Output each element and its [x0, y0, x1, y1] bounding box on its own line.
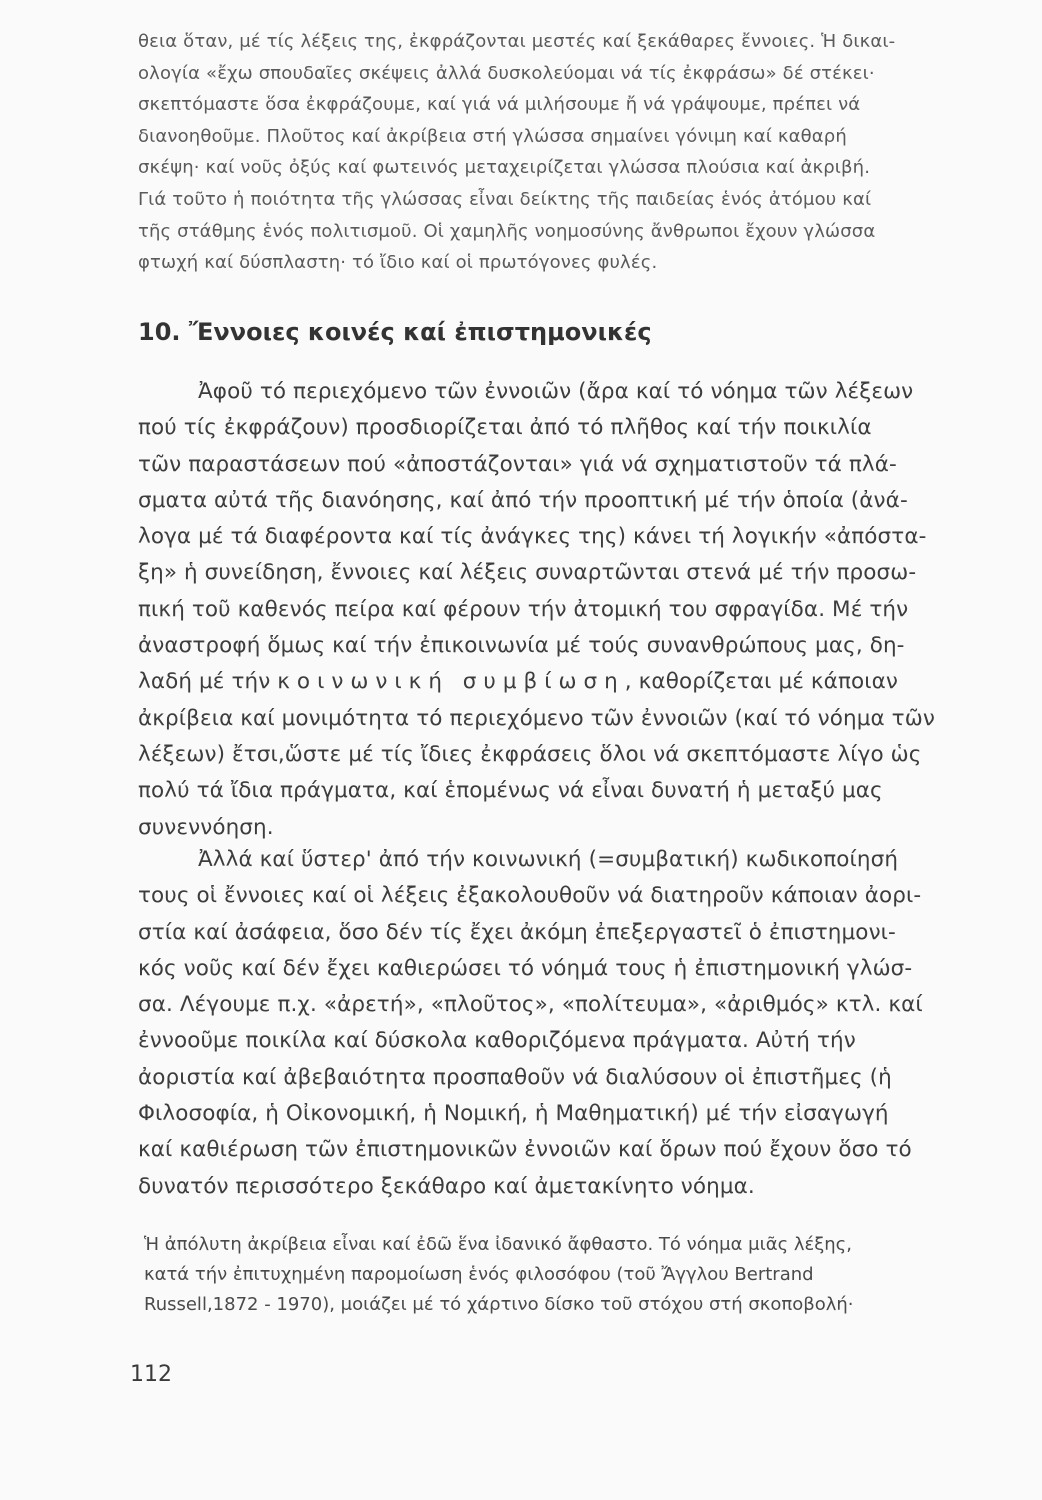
- text-line: Ἀλλά καί ὕστερ' ἀπό τήν κοινωνική (=συμβατική) κωδικοποίησή: [198, 847, 899, 872]
- text-line: κός νοῦς καί δέν ἔχει καθιερώσει τό νόημά τους ἡ ἐπιστημονική γλώσ-: [138, 955, 913, 981]
- text-line: καί καθιέρωση τῶν ἐπιστημονικῶν ἐννοιῶν καί ὅρων πού ἔχουν ὅσο τό: [138, 1137, 912, 1163]
- text-line: λογα μέ τά διαφέροντα καί τίς ἀνάγκες της) κάνει τή λογικήν «ἀπόστα-: [138, 524, 927, 550]
- text-line: ἐννοοῦμε ποικίλα καί δύσκολα καθοριζόμενα πράγματα. Αὐτή τήν: [138, 1028, 856, 1054]
- text-line: δυνατόν περισσότερο ξεκάθαρο καί ἀμετακίνητο νόημα.: [138, 1173, 755, 1199]
- page-number: 112: [130, 1362, 172, 1387]
- text-line: σα. Λέγουμε π.χ. «ἀρετή», «πλοῦτος», «πολίτευμα», «ἀριθμός» κτλ. καί: [138, 992, 923, 1018]
- text-line: ολογία «ἔχω σπουδαῖες σκέψεις ἀλλά δυσκολεύομαι νά τίς ἐκφράσω» δέ στέκει·: [138, 62, 875, 84]
- top-paragraph: [138, 26, 994, 279]
- text-line: ἀκρίβεια καί μονιμότητα τό περιεχόμενο τῶν ἐννοιῶν (καί τό νόημα τῶν: [138, 705, 935, 731]
- text-line: τους οἱ ἔννοιες καί οἱ λέξεις ἐξακολουθοῦν νά διατηροῦν κάποιαν ἀορι-: [138, 883, 922, 909]
- footnote: [144, 1230, 994, 1320]
- text-line: Γιά τοῦτο ἡ ποιότητα τῆς γλώσσας εἶναι δείκτης τῆς παιδείας ἑνός ἀτόμου καί: [138, 188, 872, 210]
- section-heading: 10. Ἔννοιες κοινές καί ἐπιστημονικές: [138, 318, 652, 346]
- text-line: λέξεων) ἔτσι,ὥστε μέ τίς ἴδιες ἐκφράσεις ὅλοι νά σκεπτόμαστε λίγο ὡς: [138, 741, 922, 767]
- main-paragraph: [138, 374, 994, 846]
- text-line: φτωχή καί δύσπλαστη· τό ἴδιο καί οἱ πρωτόγονες φυλές.: [138, 252, 658, 274]
- text-line: σκεπτόμαστε ὅσα ἐκφράζουμε, καί γιά νά μιλήσουμε ἤ νά γράψουμε, πρέπει νά: [138, 94, 861, 116]
- line-suffix: , καθορίζεται μέ κάποιαν: [624, 669, 899, 695]
- text-line: θεια ὅταν, μέ τίς λέξεις της, ἐκφράζονται μεστές καί ξεκάθαρες ἔννοιες. Ἡ δικαι-: [138, 31, 896, 52]
- text-line: σκέψη· καί νοῦς ὀξύς καί φωτεινός μεταχειρίζεται γλώσσα πλούσια καί ἀκριβή.: [138, 157, 871, 179]
- text-line: ἀοριστία καί ἀβεβαιότητα προσπαθοῦν νά διαλύσουν οἱ ἐπιστῆμες (ἡ: [138, 1064, 892, 1090]
- text-line: πική τοῦ καθενός πείρα καί φέρουν τήν ἀτομική του σφραγίδα. Μέ τήν: [138, 596, 909, 622]
- second-paragraph: [138, 842, 994, 1205]
- text-line-spaced: [138, 664, 994, 700]
- footnote-line: Ἡ ἀπόλυτη ἀκρίβεια εἶναι καί ἐδῶ ἕνα ἰδανικό ἄφθαστο. Τό νόημα μιᾶς λέξης,: [144, 1234, 852, 1255]
- text-line: στία καί ἀσάφεια, ὅσο δέν τίς ἔχει ἀκόμη ἐπεξεργαστεῖ ὁ ἐπιστημονι-: [138, 919, 896, 945]
- text-line: τῶν παραστάσεων πού «ἀποστάζονται» γιά νά σχηματιστοῦν τά πλά-: [138, 451, 897, 477]
- text-line: Ἀφοῦ τό περιεχόμενο τῶν ἐννοιῶν (ἄρα καί τό νόημα τῶν λέξεων: [198, 379, 914, 404]
- text-line: συνεννόηση.: [138, 814, 274, 840]
- footnote-line: κατά τήν ἐπιτυχημένη παρομοίωση ἑνός φιλοσόφου (τοῦ Ἄγγλου Bertrand: [144, 1264, 814, 1285]
- line-prefix: λαδή μέ τήν: [138, 669, 278, 695]
- text-line: ἀναστροφή ὅμως καί τήν ἐπικοινωνία μέ τούς συνανθρώπους μας, δη-: [138, 633, 905, 659]
- text-line: διανοηθοῦμε. Πλοῦτος καί ἀκρίβεια στή γλώσσα σημαίνει γόνιμη καί καθαρή: [138, 125, 847, 147]
- text-line: σματα αὐτά τῆς διανόησης, καί ἀπό τήν προοπτική μέ τήν ὁποία (ἀνά-: [138, 487, 908, 513]
- emphasized-term: κοινωνική συμβίωση: [277, 669, 625, 695]
- text-line: πού τίς ἐκφράζουν) προσδιορίζεται ἀπό τό πλῆθος καί τήν ποικιλία: [138, 415, 872, 441]
- text-line: ξη» ἡ συνείδηση, ἔννοιες καί λέξεις συναρτῶνται στενά μέ τήν προσω-: [138, 560, 917, 586]
- text-line: πολύ τά ἴδια πράγματα, καί ἑπομένως νά εἶναι δυνατή ἡ μεταξύ μας: [138, 778, 883, 804]
- text-line: Φιλοσοφία, ἡ Οἰκονομική, ἡ Νομική, ἡ Μαθηματική) μέ τήν εἰσαγωγή: [138, 1101, 889, 1127]
- text-line: τῆς στάθμης ἑνός πολιτισμοῦ. Οἱ χαμηλῆς νοημοσύνης ἄνθρωποι ἔχουν γλώσσα: [138, 220, 876, 242]
- footnote-line: Russell,1872 - 1970), μοιάζει μέ τό χάρτινο δίσκο τοῦ στόχου στή σκοποβολή·: [144, 1294, 854, 1315]
